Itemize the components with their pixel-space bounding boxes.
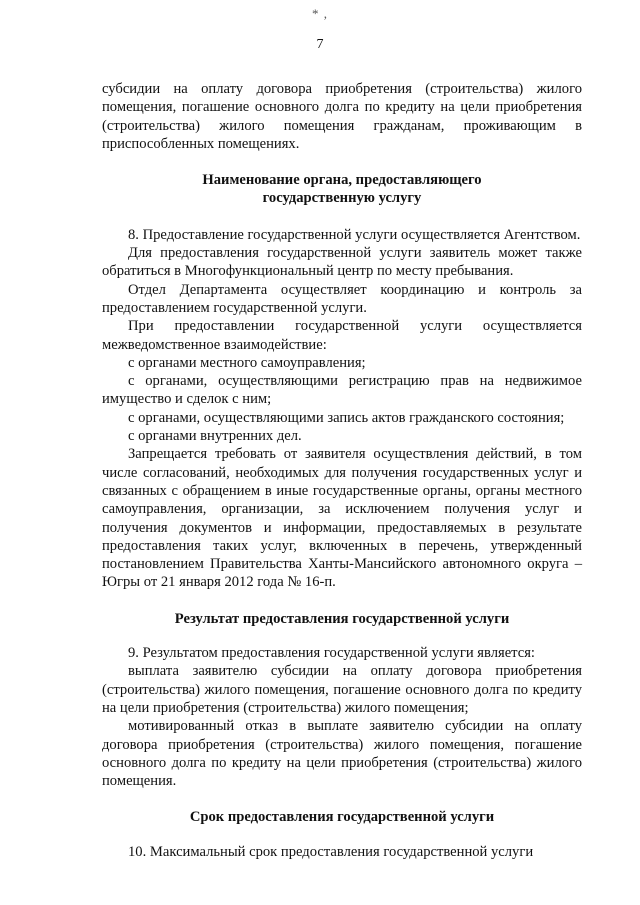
paragraph: Для предоставления государственной услуги заявитель может также обратиться в Многофункциональный центр по месту пребывания. bbox=[102, 245, 582, 280]
scan-artifact: * , bbox=[312, 6, 328, 21]
section-heading-authority bbox=[102, 171, 582, 208]
document-body bbox=[102, 80, 582, 861]
paragraph: При предоставлении государственной услуги осуществляется межведомственное взаимодействие: bbox=[102, 318, 582, 353]
list-item: мотивированный отказ в выплате заявителю субсидии на оплату договора приобретения (строительства) жилого помещения, погашение основного долга по кредиту на цели приобретения (строительства) жилого помещения. bbox=[102, 718, 582, 790]
paragraph: 10. Максимальный срок предоставления государственной услуги bbox=[128, 843, 534, 860]
paragraph: 9. Результатом предоставления государственной услуги является: bbox=[128, 645, 535, 662]
section-heading-term: Срок предоставления государственной услуги bbox=[189, 809, 495, 826]
list-item: с органами внутренних дел. bbox=[128, 428, 302, 445]
list-item: с органами, осуществляющими регистрацию прав на недвижимое имущество и сделок с ним; bbox=[102, 373, 582, 408]
section-heading-result: Результат предоставления государственной услуги bbox=[174, 610, 510, 627]
list-item: выплата заявителю субсидии на оплату договора приобретения (строительства) жилого помещения, погашение основного долга по кредиту на цели приобретения (строительства) жилого помещения; bbox=[102, 663, 582, 716]
heading-line-1: Наименование органа, предоставляющего bbox=[202, 172, 482, 189]
list-item: с органами местного самоуправления; bbox=[128, 354, 366, 371]
page-number: 7 bbox=[316, 37, 324, 52]
paragraph: 8. Предоставление государственной услуги осуществляется Агентством. bbox=[128, 226, 581, 243]
heading-line-2: государственную услугу bbox=[262, 190, 422, 207]
paragraph: Запрещается требовать от заявителя осуществления действий, в том числе согласований, необходимых для получения государственных услуг и связанных с обращением в иные государственные органы, органы местного самоуправления, организации, за исключением получения услуг и получения документов и информации, предоставляемых в результате предоставления таких услуг, включенных в перечень, утвержденный постановлением Правительства Ханты-Мансийского автономного округа – Югры от 21 января 2012 года № 16-п. bbox=[102, 446, 582, 591]
paragraph-continuation: субсидии на оплату договора приобретения (строительства) жилого помещения, погашение основного долга по кредиту на цели приобретения (строительства) жилого помещения гражданам, проживающим в приспособленных помещениях. bbox=[102, 81, 582, 152]
list-item: с органами, осуществляющими запись актов гражданского состояния; bbox=[128, 409, 565, 426]
paragraph: Отдел Департамента осуществляет координацию и контроль за предоставлением государственной услуги. bbox=[102, 281, 582, 316]
